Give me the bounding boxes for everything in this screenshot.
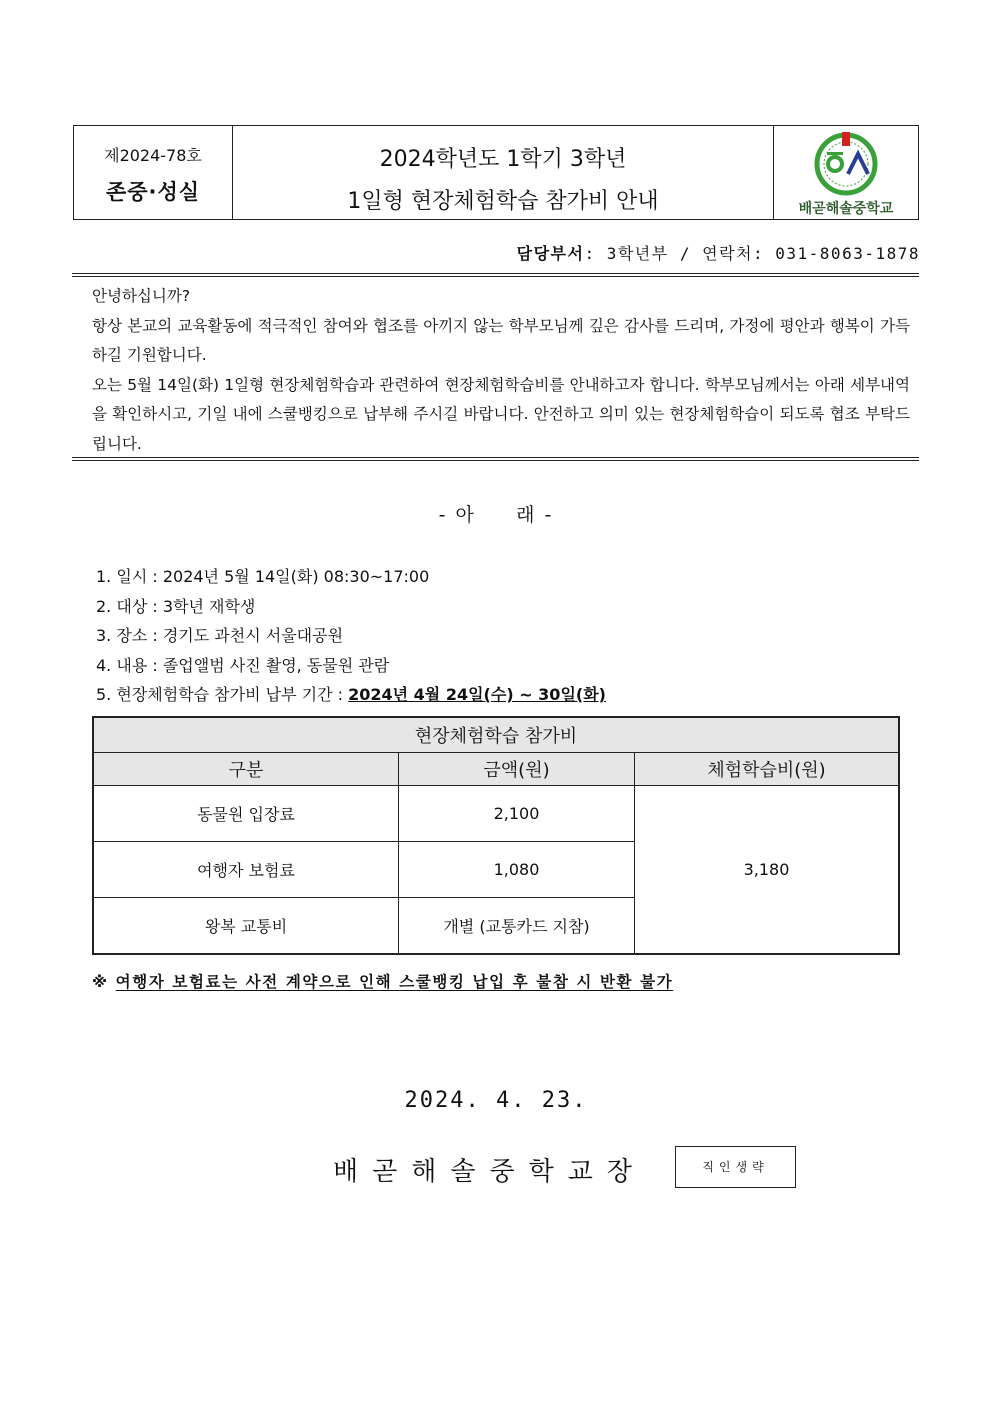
dept-value: 3학년부 (606, 244, 669, 263)
header-total: 체험학습비(원) (635, 753, 900, 786)
list-item: 1. 일시 : 2024년 5월 14일(화) 08:30~17:00 (96, 567, 430, 586)
paragraph-1: 항상 본교의 교육활동에 적극적인 참여와 협조를 아끼지 않는 학부모님께 깊은 감사를 드리며, 가정에 평안과 행복이 가득하길 기원합니다. (92, 316, 910, 364)
title-line-1: 2024학년도 1학기 3학년 (379, 147, 627, 172)
list-item: 5. 현장체험학습 참가비 납부 기간 : 2024년 4월 24일(수) ~ 30일(화) (96, 685, 606, 704)
body-text (82, 282, 910, 459)
section-heading: - 아 래 - (438, 504, 554, 526)
document-number: 제2024-78호 (104, 146, 202, 165)
header-box (73, 125, 919, 220)
header-logo-cell (773, 126, 918, 219)
divider-top (72, 273, 919, 277)
list-item: 3. 장소 : 경기도 과천시 서울대공원 (96, 626, 344, 645)
note-mark: ※ (92, 973, 109, 991)
title-line-2: 1일형 현장체험학습 참가비 안내 (347, 189, 659, 214)
greeting: 안녕하십니까? (92, 287, 191, 305)
fee-table (92, 716, 900, 955)
header-left-cell (74, 126, 233, 219)
header-amount: 금액(원) (399, 753, 635, 786)
table-row: 여행자 보험료 1,080 (93, 842, 899, 898)
phone-label: 연락처 (702, 244, 753, 263)
total-fee: 3,180 (635, 786, 900, 955)
stamp-box: 직인생략 (675, 1146, 796, 1188)
phone-value: 031-8063-1878 (775, 244, 920, 263)
header-category: 구분 (93, 753, 399, 786)
principal-name: 배곧해솔중학교장 (333, 1157, 646, 1187)
list-item: 2. 대상 : 3학년 재학생 (96, 596, 256, 616)
issue-date: 2024. 4. 23. (404, 1088, 588, 1113)
table-row: 동물원 입장료 2,100 3,180 (93, 786, 899, 842)
refund-note (92, 970, 673, 992)
school-logo-text: 배곧해솔중학교 (798, 201, 894, 217)
school-logo-icon (812, 130, 880, 198)
paragraph-2: 오는 5월 14일(화) 1일형 현장체험학습과 관련하여 현장체험학습비를 안내하고자 합니다. 학부모님께서는 아래 세부내역을 확인하시고, 기일 내에 스쿨뱅킹으로 납부해 주시길 바랍니다. 안전하고 의미 있는 현장체험학습이 되도록 협조 부탁드립니다. (92, 375, 910, 453)
contact-line: 담당부서: 3학년부 / 연락처: 031-8063-1878 (516, 244, 920, 263)
divider-bottom (72, 457, 919, 461)
school-motto: 존중·성실 (105, 180, 201, 204)
payment-period: 2024년 4월 24일(수) ~ 30일(화) (348, 685, 606, 704)
list-item: 4. 내용 : 졸업앨범 사진 촬영, 동물원 관람 (96, 655, 390, 675)
table-caption: 현장체험학습 참가비 (93, 717, 899, 753)
note-text: 여행자 보험료는 사전 계약으로 인해 스쿨뱅킹 납입 후 불참 시 반환 불가 (115, 973, 674, 991)
table-row: 왕복 교통비 개별 (교통카드 지참) (93, 898, 899, 955)
details-list (96, 562, 606, 710)
dept-label: 담당부서 (516, 244, 585, 263)
